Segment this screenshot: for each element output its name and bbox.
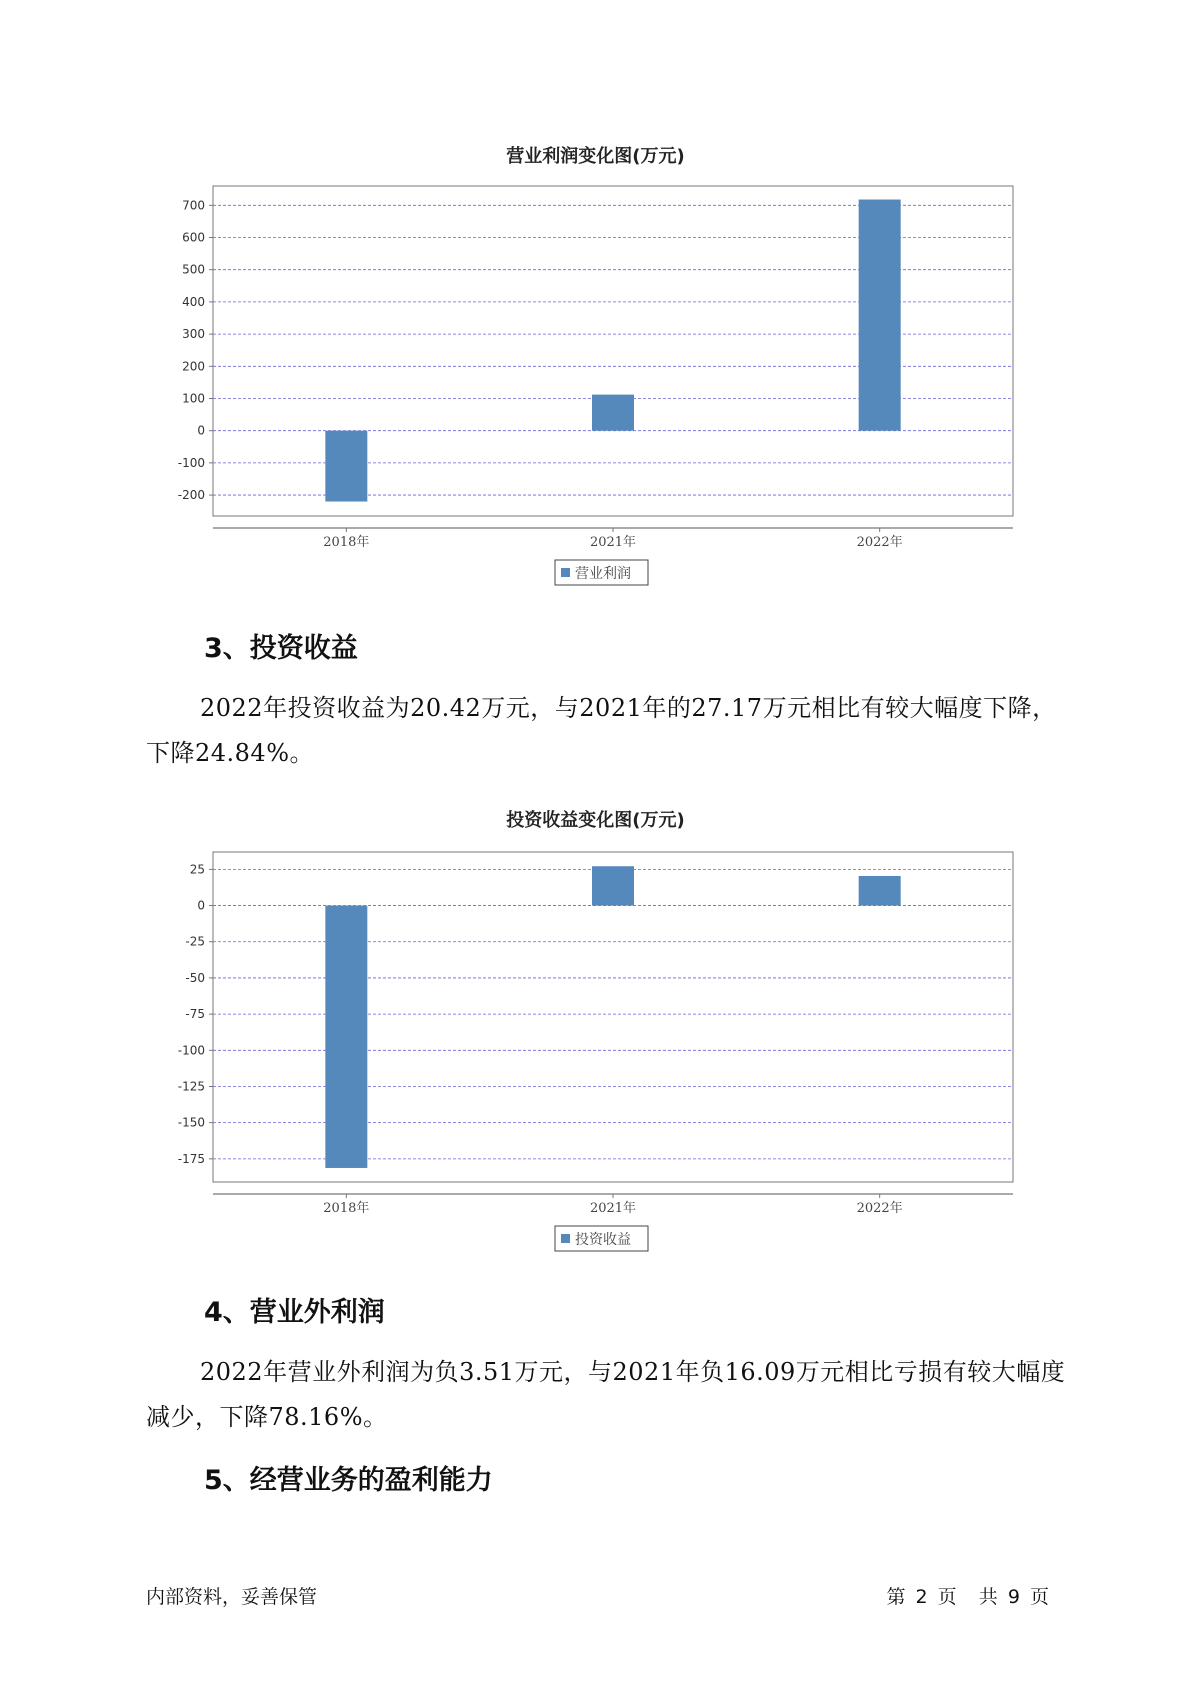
legend-label: 投资收益	[575, 1232, 631, 1248]
y-tick-label: 0	[197, 423, 205, 438]
x-tick-label: 2018年	[323, 1201, 370, 1216]
page-prefix: 第	[886, 1586, 906, 1608]
y-tick-label: 600	[182, 230, 205, 245]
section-heading-core-profitability: 5、经营业务的盈利能力	[204, 1465, 493, 1496]
y-tick-label: 500	[182, 262, 205, 277]
total-prefix: 共	[978, 1586, 998, 1608]
bar-2022年	[859, 876, 901, 906]
legend-label: 营业利润	[575, 566, 631, 582]
x-tick-label: 2021年	[589, 535, 637, 550]
y-tick-label: 700	[182, 198, 205, 213]
total-unit: 页	[1029, 1586, 1049, 1608]
y-tick-label: -50	[185, 970, 205, 985]
x-tick-label: 2022年	[856, 535, 903, 550]
bar-2021年	[592, 866, 634, 905]
y-tick-label: -125	[177, 1079, 205, 1094]
paragraph-non-operating-profit: 2022年营业外利润为负3.51万元，与2021年负16.09万元相比亏损有较大幅度减少，下降78.16%。	[146, 1358, 1066, 1431]
y-tick-label: -100	[177, 455, 205, 470]
page-current: 2	[915, 1586, 928, 1608]
paragraph-investment-income: 2022年投资收益为20.42万元，与2021年的27.17万元相比有较大幅度下降，下降24.84%。	[146, 694, 1057, 767]
y-tick-label: 400	[182, 294, 205, 309]
y-tick-label: 25	[189, 862, 205, 877]
bar-2018年	[325, 906, 367, 1168]
footer-page-number	[884, 1582, 1051, 1609]
y-tick-label: -200	[177, 488, 205, 503]
footer-confidential-note: 内部资料，妥善保管	[146, 1586, 318, 1608]
y-tick-label: -150	[177, 1115, 205, 1130]
x-tick-label: 2021年	[589, 1201, 637, 1216]
chart-2-title: 投资收益变化图(万元)	[506, 810, 685, 831]
section-heading-investment-income: 3、投资收益	[204, 633, 358, 664]
section-heading-non-operating-profit: 4、营业外利润	[204, 1297, 385, 1328]
y-tick-label: 100	[182, 391, 205, 406]
y-tick-label: 0	[197, 898, 205, 913]
page-unit: 页	[937, 1586, 957, 1608]
y-tick-label: -100	[177, 1043, 205, 1058]
page-total: 9	[1007, 1586, 1020, 1608]
x-tick-label: 2022年	[856, 1201, 903, 1216]
chart-1-title: 营业利润变化图(万元)	[506, 146, 685, 167]
y-tick-label: 200	[182, 359, 205, 374]
y-tick-label: -25	[185, 934, 205, 949]
legend-swatch	[561, 1234, 570, 1243]
y-tick-label: -175	[177, 1151, 205, 1166]
y-tick-label: -75	[185, 1007, 205, 1022]
x-tick-label: 2018年	[323, 535, 370, 550]
y-tick-label: 300	[182, 327, 205, 342]
